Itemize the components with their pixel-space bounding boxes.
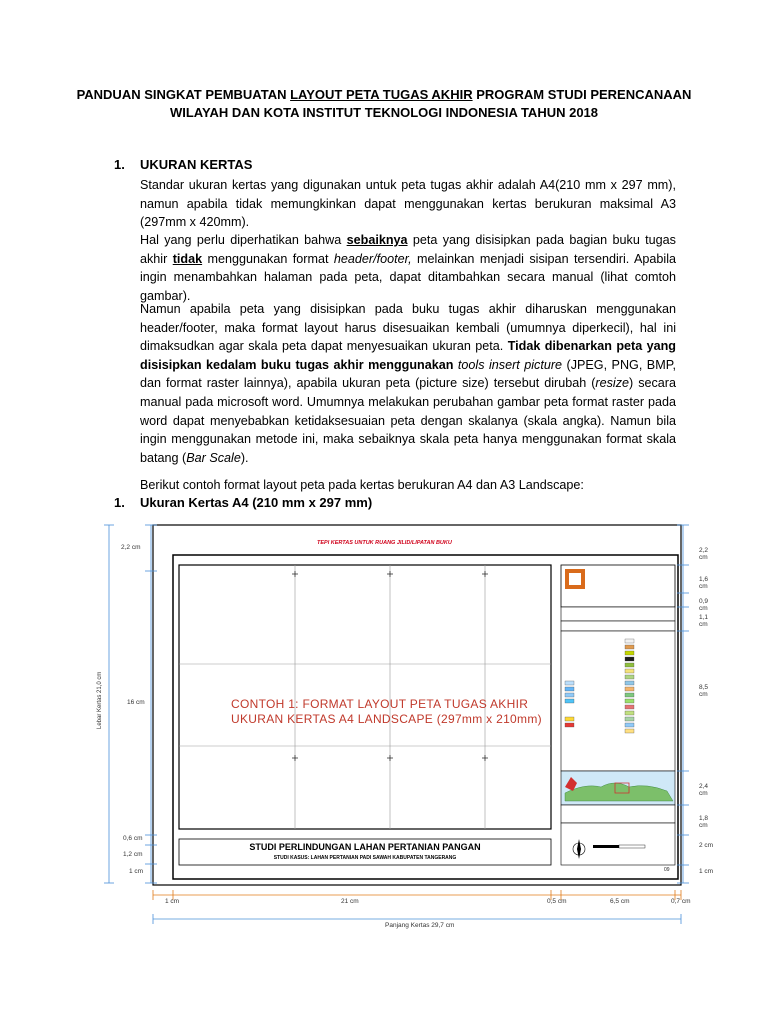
p3-text-d: (JPEG, PNG, BMP, dan format raster lainnya), apabila ukuran peta (picture size) tersebut dirubah ( — [140, 357, 676, 391]
binding-margin-note: TEPI KERTAS UNTUK RUANG JILID/LIPATAN BUKU — [317, 540, 452, 546]
p2-text-e: menggunakan format — [202, 251, 334, 266]
p3-italic-resize: resize — [595, 376, 629, 391]
p3-italic-barscale: Bar Scale — [186, 450, 241, 465]
section-heading — [114, 157, 252, 172]
dim-right-6: 2,4 cm — [699, 783, 709, 797]
dim-bottom-2: 21 cm — [341, 898, 359, 905]
dim-left-5: 1 cm — [129, 868, 144, 875]
p2-emph-tidak: tidak — [172, 251, 203, 266]
dim-bottom-3: 0,5 cm — [547, 898, 567, 905]
dim-right-7: 1,8 cm — [699, 815, 709, 829]
paragraph-4: Berikut contoh format layout peta pada kertas berukuran A4 dan A3 Landscape: — [140, 478, 584, 492]
p2-emph-sebaiknya: sebaiknya — [346, 233, 408, 247]
figure-title: Ukuran Kertas A4 (210 mm x 297 mm) — [140, 495, 373, 510]
dim-left-1: 2,2 cm — [121, 544, 141, 551]
p2-text-g: melainkan menjadi sisipan tersendiri. Apabila ingin menambahkan halaman pada peta, dapat ditambahkan secara manual (lihat comtoh gambar). — [140, 251, 677, 303]
watermark-text — [231, 697, 542, 727]
dim-right-5: 8,5 cm — [699, 684, 709, 698]
section-title: UKURAN KERTAS — [140, 157, 253, 172]
p2-text-a: Hal yang perlu diperhatikan bahwa — [140, 233, 347, 247]
paragraph-1: Standar ukuran kertas yang digunakan untuk peta tugas akhir adalah A4(210 mm x 297 mm), namun apabila tidak memungkinkan dapat menggunakan kertas berukuran maksimal A3 (297mm x 420mm). — [140, 178, 676, 230]
title-line-2: WILAYAH DAN KOTA INSTITUT TEKNOLOGI INDONESIA TAHUN 2018 — [169, 105, 599, 120]
watermark-line-1: CONTOH 1: FORMAT LAYOUT PETA TUGAS AKHIR — [231, 697, 529, 711]
p2-text-c: peta yang disisipkan pada bagian buku tugas akhir — [140, 233, 676, 266]
dim-bottom-4: 6,5 cm — [610, 898, 630, 905]
document-title — [60, 86, 708, 122]
title-text-2: PROGRAM STUDI PERENCANAAN — [472, 87, 692, 102]
dim-right-1: 2,2 cm — [699, 547, 709, 561]
p3-text-a: Namun apabila peta yang disisipkan pada buku tugas akhir diharuskan menggunakan header/footer, maka format layout harus disesuaikan kembali (umumnya diperkecil), hal ini dimaksudkan agar skala peta dapat menyesuaikan ukuran peta. — [140, 302, 676, 354]
p3-bold-b: Tidak dibenarkan peta yang disisipkan kedalam buku tugas akhir menggunakan — [140, 339, 676, 372]
dim-bottom-5: 0,7 cm — [671, 898, 691, 905]
title-underlined: LAYOUT PETA TUGAS AKHIR — [290, 87, 473, 102]
dim-right-8: 2 cm — [699, 842, 714, 849]
paragraph-3 — [140, 300, 676, 467]
dim-left-3: 0,6 cm — [123, 835, 143, 842]
p2-italic-header: header/footer, — [333, 251, 412, 266]
map-footer-title: STUDI PERLINDUNGAN LAHAN PERTANIAN PANGAN — [249, 842, 481, 852]
map-footer-subtitle: STUDI KASUS: LAHAN PERTANIAN PADI SAWAH KABUPATEN TANGERANG — [273, 855, 457, 861]
paper-width-label: Lebar Kertas 21,0 cm — [97, 671, 103, 729]
dim-right-3: 0,9 cm — [699, 598, 709, 612]
dim-right-2: 1,6 cm — [699, 576, 709, 590]
title-text-1: PANDUAN SINGKAT PEMBUATAN — [76, 87, 291, 102]
paper-length-label: Panjang Kertas 29,7 cm — [385, 922, 455, 929]
page-number: 09 — [664, 867, 670, 873]
p3-text-h: ). — [240, 450, 249, 465]
figure-heading — [114, 495, 372, 510]
dim-left-2: 16 cm — [127, 699, 145, 706]
layout-diagram — [95, 521, 715, 941]
p3-italic-tools: tools insert picture — [457, 357, 563, 372]
watermark-line-2: UKURAN KERTAS A4 LANDSCAPE (297mm x 210mm) — [231, 712, 542, 726]
dim-bottom-1: 1 cm — [165, 898, 180, 905]
section-number: 1. — [114, 157, 125, 172]
dim-right-9: 1 cm — [699, 868, 714, 875]
p3-text-f: ) secara manual pada microsoft word. Umumnya melakukan perubahan gambar peta format raster pada word dapat menyebabkan ketidaksesuaian peta dengan skalanya (skala angka). Namun bila ingin menggunakan metode ini, maka sebaiknya skala peta hanya menggunakan format skala batang ( — [140, 376, 676, 465]
figure-number: 1. — [114, 495, 125, 510]
dim-right-4: 1,1 cm — [699, 614, 709, 628]
layout-figure — [95, 521, 715, 941]
paragraph-2 — [140, 231, 676, 305]
dim-left-4: 1,2 cm — [123, 851, 143, 858]
